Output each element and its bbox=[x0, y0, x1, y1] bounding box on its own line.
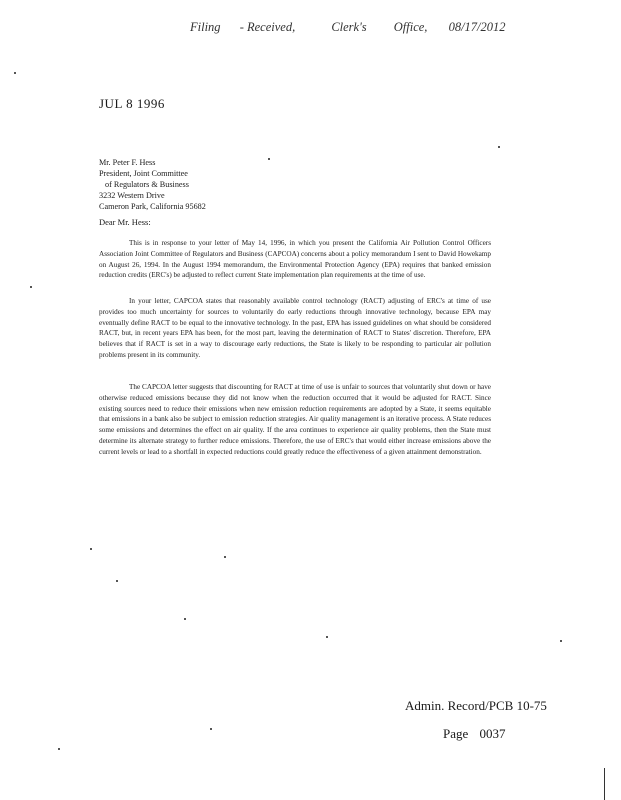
stamp-office: Office, bbox=[393, 20, 428, 34]
salutation: Dear Mr. Hess: bbox=[99, 217, 151, 227]
address-line: President, Joint Committee bbox=[99, 169, 188, 178]
page-word: Page bbox=[443, 726, 469, 741]
body-paragraph: This is in response to your letter of May 14, 1996, in which you present the California Air Pollution Control Officers Association Joint Committee of Regulators and Business (CAPCOA) concerns about a policy memorandum I sent to David Howekamp on August 26, 1994. In the August 1994 memorandum, the Environmental Protection Agency (EPA) requires that banked emission reduction credits (ERC's) be adjusted to reflect current State implementation plan requirements at the time of use. bbox=[99, 239, 491, 280]
body-paragraph: In your letter, CAPCOA states that reasonably available control technology (RACT) adjusting of ERC's at time of use provides too much uncertainty for sources to voluntarily do early reductions through innovative technology, because EPA may eventually define RACT to be equal to the innovative technology. In the past, EPA has issued guidelines on what should be considered RACT, but, in recent years EPA has been, for the most part, leaving the determination of RACT to States' discretion. Therefore, EPA believes that if RACT is set in a way to discourage early reductions, the State is likely to be responding to particular air pollution problems present in its community. bbox=[99, 297, 491, 359]
scan-speck bbox=[184, 618, 186, 620]
stamp-clerks: Clerk's bbox=[331, 20, 367, 34]
scan-speck bbox=[560, 640, 562, 642]
scan-speck bbox=[268, 158, 270, 160]
scan-speck bbox=[90, 548, 92, 550]
address-line: Cameron Park, California 95682 bbox=[99, 202, 206, 211]
address-line: of Regulators & Business bbox=[105, 180, 189, 189]
scan-speck bbox=[30, 286, 32, 288]
stamp-filing: Filing bbox=[190, 20, 221, 34]
stamp-received: - Received, bbox=[239, 20, 296, 34]
scan-speck bbox=[326, 636, 328, 638]
body-paragraph: The CAPCOA letter suggests that discounting for RACT at time of use is unfair to sources that voluntarily shut down or have otherwise reduced emissions because they did not know when the reduction occurred that it would be adjusted for RACT. Since existing sources need to reduce their emissions when new emission reduction requirements are adopted by a State, it seems equitable that emissions in a bank also be subject to emission reduction strategies. Air quality management is an iterative process. A State reduces some emissions and determines the effect on air quality. If the area continues to experience air quality problems, then the State must determine its alternate strategy to further reduce emissions. Therefore, the use of ERC's that would either increase emissions above the current levels or lead to a shortfall in expected reductions could greatly reduce the effectiveness of a given attainment demonstration. bbox=[99, 383, 491, 456]
address-line: 3232 Western Drive bbox=[99, 191, 165, 200]
scan-speck bbox=[224, 556, 226, 558]
filing-stamp bbox=[190, 20, 506, 35]
address-line: Mr. Peter F. Hess bbox=[99, 158, 156, 167]
scan-speck bbox=[210, 728, 212, 730]
letter-date: JUL 8 1996 bbox=[99, 96, 165, 111]
admin-record-label: Admin. Record/PCB 10-75 bbox=[405, 698, 547, 713]
scan-speck bbox=[116, 580, 118, 582]
page-number: 0037 bbox=[479, 726, 506, 741]
scan-speck bbox=[498, 146, 500, 148]
scan-speck bbox=[58, 748, 60, 750]
page-label bbox=[443, 726, 506, 742]
scan-speck bbox=[14, 72, 16, 74]
recipient-address bbox=[99, 157, 206, 212]
stamp-date: 08/17/2012 bbox=[448, 20, 506, 34]
scan-edge-line bbox=[604, 768, 605, 800]
